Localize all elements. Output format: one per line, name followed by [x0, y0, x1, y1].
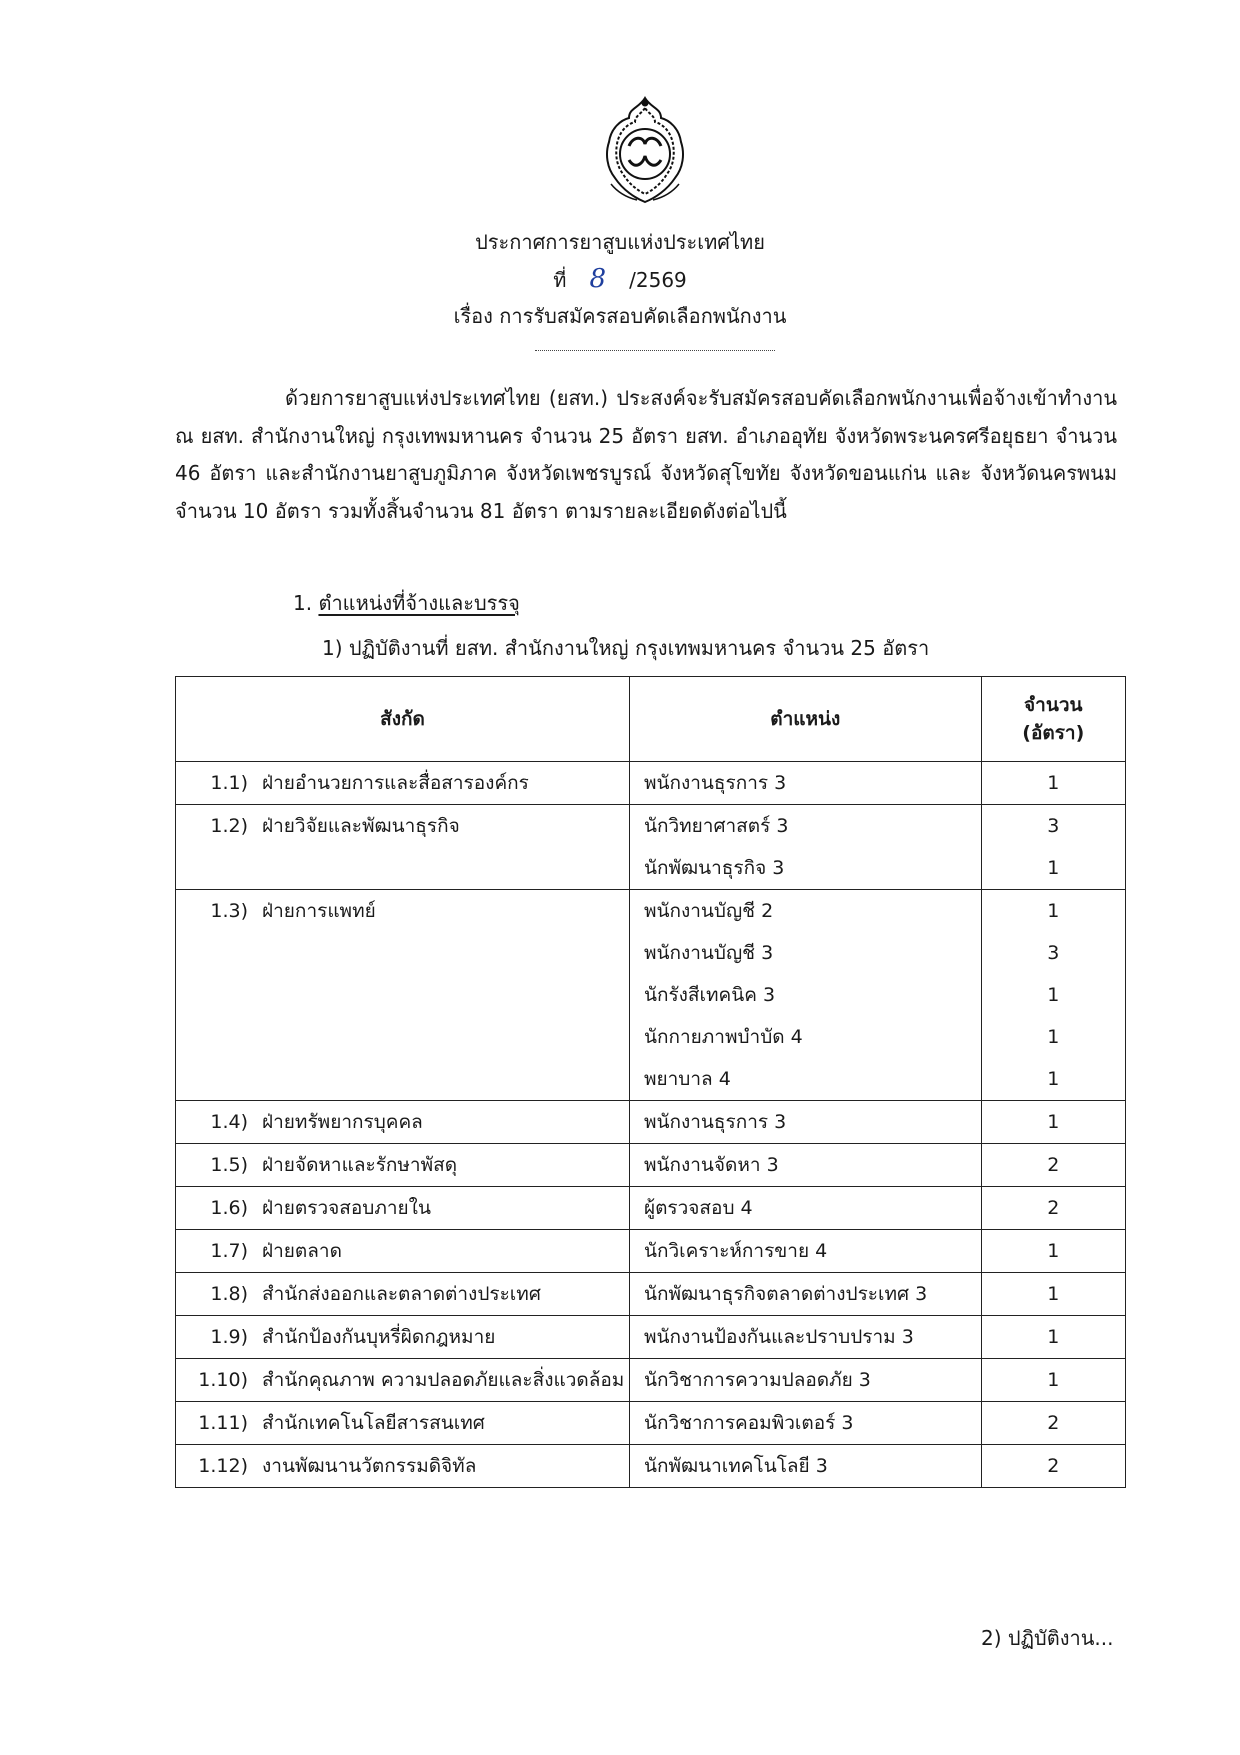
table-body — [176, 762, 1126, 1488]
position-cell — [629, 1101, 981, 1144]
unit-cell — [176, 1359, 630, 1402]
position-count: 1 — [1047, 984, 1060, 1006]
position-count: 1 — [1047, 1026, 1060, 1048]
unit-name: ฝ่ายการแพทย์ — [262, 900, 376, 922]
position-count: 1 — [1047, 1283, 1060, 1305]
unit-cell — [176, 805, 630, 890]
position-name: พนักงานธุรการ 3 — [643, 772, 787, 794]
position-count: 1 — [1047, 1068, 1060, 1090]
position-name: นักวิเคราะห์การขาย 4 — [643, 1240, 828, 1262]
row-index: 1.12) — [198, 1455, 248, 1477]
unit-cell — [176, 1101, 630, 1144]
table-row — [176, 805, 1126, 890]
position-count: 3 — [1047, 942, 1060, 964]
row-index: 1.9) — [210, 1326, 248, 1348]
count-cell — [981, 762, 1125, 805]
position-name: พนักงานบัญชี 2 — [643, 900, 774, 922]
count-cell — [981, 1273, 1125, 1316]
table-row — [176, 1144, 1126, 1187]
position-name: พยาบาล 4 — [643, 1068, 731, 1090]
count-cell — [981, 1101, 1125, 1144]
count-cell — [981, 1359, 1125, 1402]
dotted-divider — [535, 350, 775, 351]
continuation-footer: 2) ปฏิบัติงาน... — [981, 1626, 1114, 1650]
position-cell — [629, 1359, 981, 1402]
count-cell — [981, 1144, 1125, 1187]
positions-table — [175, 676, 1126, 1488]
position-name: นักวิชาการคอมพิวเตอร์ 3 — [643, 1412, 854, 1434]
table-header-row — [176, 677, 1126, 762]
position-name: นักพัฒนาธุรกิจ 3 — [643, 857, 785, 879]
table-row — [176, 1359, 1126, 1402]
count-cell — [981, 1316, 1125, 1359]
unit-cell — [176, 890, 630, 1101]
count-cell — [981, 805, 1125, 890]
row-index: 1.11) — [198, 1412, 248, 1434]
position-name: พนักงานบัญชี 3 — [643, 942, 774, 964]
position-count: 1 — [1047, 1369, 1060, 1391]
position-count: 2 — [1047, 1197, 1060, 1219]
position-count: 2 — [1047, 1412, 1060, 1434]
section-1-title: ตำแหน่งที่จ้างและบรรจุ — [318, 591, 520, 615]
count-cell — [981, 1445, 1125, 1488]
row-index: 1.2) — [210, 815, 248, 837]
row-index: 1.7) — [210, 1240, 248, 1262]
unit-cell — [176, 1316, 630, 1359]
table-row — [176, 890, 1126, 1101]
unit-name: ฝ่ายทรัพยากรบุคคล — [262, 1111, 423, 1133]
row-index: 1.6) — [210, 1197, 248, 1219]
table-row — [176, 1402, 1126, 1445]
table-row — [176, 1273, 1126, 1316]
position-count: 1 — [1047, 772, 1060, 794]
position-count: 1 — [1047, 1240, 1060, 1262]
number-suffix: /2569 — [629, 268, 687, 292]
position-cell — [629, 1402, 981, 1445]
unit-name: งานพัฒนานวัตกรรมดิจิทัล — [262, 1455, 477, 1477]
header-position: ตำแหน่ง — [629, 677, 981, 762]
position-count: 2 — [1047, 1154, 1060, 1176]
count-cell — [981, 890, 1125, 1101]
position-name: พนักงานจัดหา 3 — [643, 1154, 779, 1176]
unit-cell — [176, 762, 630, 805]
intro-paragraph: ด้วยการยาสูบแห่งประเทศไทย (ยสท.) ประสงค์จะรับสมัครสอบคัดเลือกพนักงานเพื่อจ้างเข้าทำงาน ณ ยสท. สำนักงานใหญ่ กรุงเทพมหานคร จำนวน 25 อัตรา ยสท. อำเภออุทัย จังหวัดพระนครศรีอยุธยา จำนวน 46 อัตรา และสำนักงานยาสูบภูมิภาค จังหวัดเพชรบูรณ์ จังหวัดสุโขทัย จังหวัดขอนแก่น และ จังหวัดนครพนม จำนวน 10 อัตรา รวมทั้งสิ้นจำนวน 81 อัตรา ตามรายละเอียดดังต่อไปนี้ — [175, 386, 1117, 523]
tobacco-authority-emblem-icon — [599, 94, 691, 206]
unit-cell — [176, 1144, 630, 1187]
header-count-line1: จำนวน — [1024, 694, 1083, 716]
unit-name: ฝ่ายวิจัยและพัฒนาธุรกิจ — [262, 815, 460, 837]
position-cell — [629, 1445, 981, 1488]
position-count: 1 — [1047, 900, 1060, 922]
announcement-number — [0, 264, 1240, 296]
header-count-line2: (อัตรา) — [1022, 722, 1085, 744]
position-count: 1 — [1047, 1111, 1060, 1133]
unit-cell — [176, 1445, 630, 1488]
position-cell — [629, 890, 981, 1101]
position-name: พนักงานป้องกันและปราบปราม 3 — [643, 1326, 914, 1348]
number-prefix: ที่ — [553, 268, 567, 292]
row-index: 1.1) — [210, 772, 248, 794]
table-row — [176, 1230, 1126, 1273]
unit-cell — [176, 1402, 630, 1445]
unit-cell — [176, 1187, 630, 1230]
table-row — [176, 762, 1126, 805]
unit-name: ฝ่ายตลาด — [262, 1240, 342, 1262]
position-name: นักพัฒนาธุรกิจตลาดต่างประเทศ 3 — [643, 1283, 928, 1305]
position-name: พนักงานธุรการ 3 — [643, 1111, 787, 1133]
unit-name: สำนักป้องกันบุหรี่ผิดกฎหมาย — [262, 1326, 496, 1348]
unit-name: สำนักส่งออกและตลาดต่างประเทศ — [262, 1283, 541, 1305]
row-index: 1.8) — [210, 1283, 248, 1305]
position-name: นักวิทยาศาสตร์ 3 — [643, 815, 789, 837]
position-cell — [629, 1144, 981, 1187]
header-count — [981, 677, 1125, 762]
unit-name: สำนักเทคโนโลยีสารสนเทศ — [262, 1412, 485, 1434]
announcement-subject: เรื่อง การรับสมัครสอบคัดเลือกพนักงาน — [453, 304, 787, 328]
position-count: 1 — [1047, 857, 1060, 879]
row-index: 1.3) — [210, 900, 248, 922]
unit-cell — [176, 1273, 630, 1316]
unit-cell — [176, 1230, 630, 1273]
section-1-number: 1. — [293, 591, 313, 615]
position-cell — [629, 1187, 981, 1230]
subsection-1-heading: 1) ปฏิบัติงานที่ ยสท. สำนักงานใหญ่ กรุงเทพมหานคร จำนวน 25 อัตรา — [322, 636, 930, 660]
table-row — [176, 1187, 1126, 1230]
position-name: นักพัฒนาเทคโนโลยี 3 — [643, 1455, 828, 1477]
row-index: 1.10) — [198, 1369, 248, 1391]
unit-name: ฝ่ายอำนวยการและสื่อสารองค์กร — [262, 772, 529, 794]
position-count: 3 — [1047, 815, 1060, 837]
position-cell — [629, 1230, 981, 1273]
table-row — [176, 1316, 1126, 1359]
position-cell — [629, 1273, 981, 1316]
position-name: นักกายภาพบำบัด 4 — [643, 1026, 803, 1048]
unit-name: ฝ่ายตรวจสอบภายใน — [262, 1197, 431, 1219]
row-index: 1.4) — [210, 1111, 248, 1133]
position-count: 2 — [1047, 1455, 1060, 1477]
position-name: นักวิชาการความปลอดภัย 3 — [643, 1369, 871, 1391]
count-cell — [981, 1230, 1125, 1273]
count-cell — [981, 1402, 1125, 1445]
handwritten-number: 8 — [589, 264, 607, 294]
section-1-heading — [293, 587, 520, 619]
count-cell — [981, 1187, 1125, 1230]
announcement-title: ประกาศการยาสูบแห่งประเทศไทย — [475, 230, 765, 254]
header-unit: สังกัด — [176, 677, 630, 762]
position-name: นักรังสีเทคนิค 3 — [643, 984, 776, 1006]
unit-name: สำนักคุณภาพ ความปลอดภัยและสิ่งแวดล้อม — [262, 1369, 625, 1391]
position-cell — [629, 805, 981, 890]
table-row — [176, 1101, 1126, 1144]
unit-name: ฝ่ายจัดหาและรักษาพัสดุ — [262, 1154, 458, 1176]
position-name: ผู้ตรวจสอบ 4 — [643, 1197, 753, 1219]
position-cell — [629, 762, 981, 805]
row-index: 1.5) — [210, 1154, 248, 1176]
table-row — [176, 1445, 1126, 1488]
position-count: 1 — [1047, 1326, 1060, 1348]
position-cell — [629, 1316, 981, 1359]
